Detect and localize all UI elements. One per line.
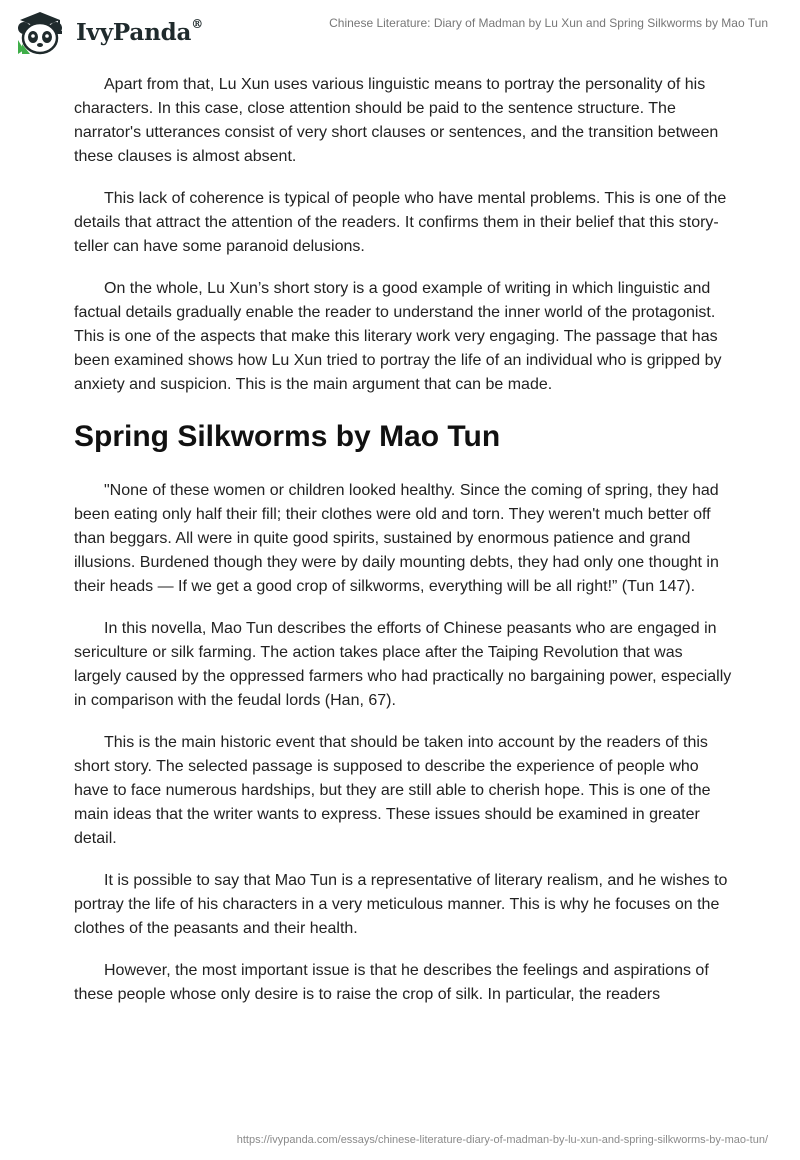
paragraph: Apart from that, Lu Xun uses various linguistic means to portray the personality of his characters. In this case, close attention should be paid to the sentence structure. The narrator's utterances consist of very short clauses or sentences, and the transition between these clauses is almost absent.: [74, 76, 719, 165]
panda-graduate-icon: [14, 10, 66, 56]
source-url[interactable]: https://ivypanda.com/essays/chinese-literature-diary-of-madman-by-lu-xun-and-spring-silkworms-by-mao-tun/: [236, 1134, 768, 1146]
quote-paragraph: "None of these women or children looked healthy. Since the coming of spring, they had been eating only half their fill; their clothes were old and torn. They weren't much better off than beggars. All were in quite good spirits, sustained by enormous patience and grand illusions. Burdened though they were by daily mounting debts, they had only one thought in their heads — If we get a good crop of silkworms, everything will be all right!” (Tun 147).: [74, 482, 719, 595]
section-heading: Spring Silkworms by Mao Tun: [74, 420, 501, 453]
paragraph: This is the main historic event that should be taken into account by the readers of this short story. The selected passage is supposed to describe the experience of people who have to face numerous hardships, but they are still able to cherish hope. This is one of the main ideas that the writer wants to express. These issues should be examined in greater detail.: [74, 734, 711, 847]
paragraph: On the whole, Lu Xun’s short story is a good example of writing in which linguistic and factual details gradually enable the reader to understand the inner world of the protagonist. This is one of the aspects that make this literary work very engaging. The passage that has been examined shows how Lu Xun tried to portray the life of an individual who is gripped by anxiety and suspicion. This is the main argument that can be made.: [74, 280, 722, 393]
paragraph: It is possible to say that Mao Tun is a representative of literary realism, and he wishes to portray the life of his characters in a very meticulous manner. This is why he focuses on the clothes of the peasants and their health.: [74, 872, 728, 937]
page-header: [0, 0, 800, 60]
paragraph: However, the most important issue is that he describes the feelings and aspirations of these people whose only desire is to raise the crop of silk. In particular, the readers: [74, 962, 709, 1003]
paragraph: This lack of coherence is typical of people who have mental problems. This is one of the details that attract the attention of the readers. It confirms them in their belief that this story-teller can have some paranoid delusions.: [74, 190, 727, 255]
paragraph: In this novella, Mao Tun describes the efforts of Chinese peasants who are engaged in sericulture or silk farming. The action takes place after the Taiping Revolution that was largely caused by the oppressed farmers who had practically no bargaining power, especially in comparison with the feudal lords (Han, 67).: [74, 620, 732, 709]
essay-body: [74, 73, 734, 1025]
registered-mark: ®: [191, 17, 203, 31]
logo-wordmark: IvyPanda®: [76, 17, 203, 46]
document-title: Chinese Literature: Diary of Madman by Lu Xun and Spring Silkworms by Mao Tun: [329, 16, 768, 30]
ivypanda-logo[interactable]: [14, 10, 204, 56]
